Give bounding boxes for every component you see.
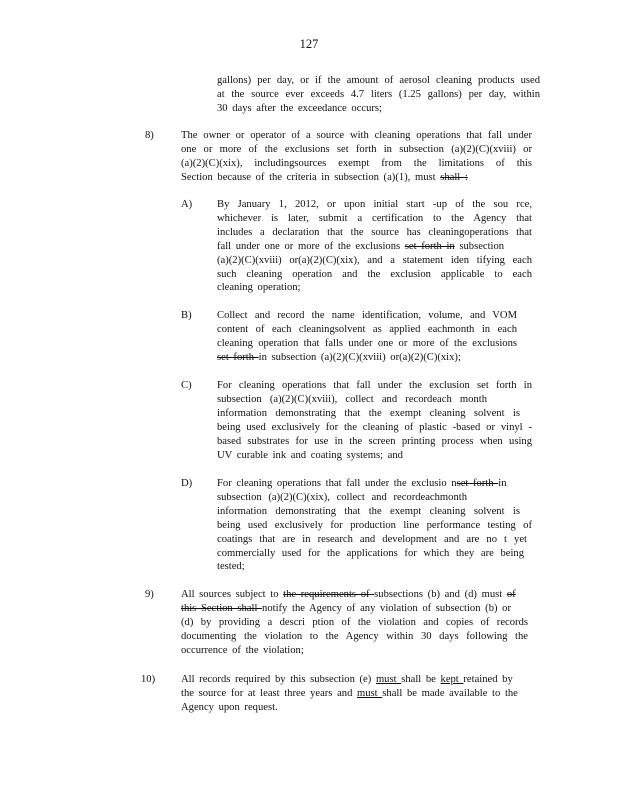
struck-text: the requirements of [283, 589, 375, 600]
underlined-text: kept [440, 674, 464, 685]
struck-text: of [506, 589, 516, 600]
paragraph-line: occurrence of the violation; [181, 644, 304, 656]
item-8-paragraph [181, 129, 532, 185]
line-text: fall under one or more of the exclusions [217, 240, 405, 252]
paragraph-line: includes a declaration that the source has cleaningoperations that [217, 226, 532, 238]
paragraph-line: being used exclusively for the cleaning of plastic -based or vinyl - [217, 421, 532, 433]
paragraph-line: such cleaning operation and the exclusion applicable to each [217, 268, 532, 280]
continuation-paragraph [217, 74, 540, 116]
paragraph-line: cleaning operation that falls under one or more of the exclusions [217, 337, 517, 349]
sub-item-letter: D) [181, 478, 193, 489]
sub-item-letter: B) [181, 310, 192, 321]
struck-text: set forth in [404, 240, 455, 252]
paragraph-line [181, 171, 532, 185]
underlined-text: must [375, 674, 402, 685]
struck-text: shall : [440, 171, 468, 183]
sub-item-d-paragraph [217, 477, 532, 574]
line-text: notify the Agency of any violation of subsection (b) or [262, 602, 511, 614]
sub-item-letter: C) [181, 380, 192, 391]
item-10-paragraph [181, 673, 528, 715]
sub-item-c-paragraph [217, 379, 532, 462]
line-text: subsection [454, 240, 505, 252]
paragraph-line: information demonstrating that the exempt cleaning solvent is [217, 407, 520, 419]
paragraph-line: based substrates for use in the screen printing process when using [217, 435, 532, 447]
item-number: 10) [141, 674, 156, 685]
paragraph-line: information demonstrating that the exempt cleaning solvent is [217, 505, 520, 517]
paragraph-line: By January 1, 2012, or upon initial start -up of the sou rce, [217, 199, 532, 210]
sub-item-letter: A) [181, 199, 193, 210]
line-text: in [498, 478, 507, 489]
paragraph-line: one or more of the exclusions set forth in subsection (a)(2)(C)(xviii) or [181, 143, 532, 155]
paragraph-line: (d) by providing a descri ption of the violation and copies of records [181, 616, 528, 628]
paragraph-line: cleaning operation; [217, 282, 301, 294]
paragraph-line: (a)(2)(C)(xix), includingsources exempt from the limitations of this [181, 157, 532, 169]
paragraph-line: 30 days after the exceedance occurs; [217, 102, 382, 114]
line-text: shall be [401, 674, 441, 685]
paragraph-line: coatings that are in research and development and are no t yet [217, 533, 527, 545]
page-number: 127 [299, 37, 319, 51]
paragraph-line: whichever is later, submit a certification to the Agency that [217, 212, 532, 224]
paragraph-line: content of each cleaningsolvent as applied eachmonth in each [217, 323, 517, 335]
struck-text: set forth [217, 351, 259, 363]
sub-item-b-paragraph [217, 309, 517, 365]
line-text: retained by [463, 674, 513, 685]
struck-text: set forth [456, 478, 499, 489]
line-text: All sources subject to [181, 589, 284, 600]
paragraph-line: subsection (a)(2)(C)(xix), collect and recordeachmonth [217, 491, 467, 503]
item-number: 9) [145, 589, 154, 600]
paragraph-line: (a)(2)(C)(xviii) or(a)(2)(C)(xix), and a statement iden tifying each [217, 254, 532, 266]
paragraph-line: at the source ever exceeds 4.7 liters (1.25 gallons) per day, within [217, 88, 540, 100]
paragraph-line: gallons) per day, or if the amount of aerosol cleaning products used [217, 75, 540, 86]
struck-text: this Section shall [181, 602, 263, 614]
line-text: in subsection (a)(2)(C)(xviii) or(a)(2)(C)(xix); [258, 351, 461, 363]
line-text: the source for at least three years and [181, 687, 358, 699]
paragraph-line: Agency upon request. [181, 701, 278, 713]
paragraph-line [181, 602, 528, 616]
paragraph-line [217, 477, 532, 491]
paragraph-line: commercially used for the applications for which they are being [217, 547, 524, 559]
paragraph-line [181, 687, 528, 701]
line-text: For cleaning operations that fall under the exclusio n [217, 478, 457, 489]
item-number: 8) [145, 130, 154, 141]
paragraph-line: Collect and record the name identification, volume, and VOM [217, 310, 517, 321]
paragraph-line: For cleaning operations that fall under the exclusion set forth in [217, 380, 532, 391]
item-9-paragraph [181, 588, 528, 658]
paragraph-line [217, 240, 532, 254]
line-text: subsections (b) and (d) must [374, 589, 507, 600]
line-text: All records required by this subsection (e) [181, 674, 376, 685]
paragraph-line: UV curable ink and coating systems; and [217, 449, 403, 461]
paragraph-line: subsection (a)(2)(C)(xviii), collect and recordeach month [217, 393, 487, 405]
paragraph-line [217, 351, 517, 365]
paragraph-line: being used exclusively for production line performance testing of [217, 519, 532, 531]
paragraph-line: tested; [217, 561, 245, 573]
sub-item-a-paragraph [217, 198, 532, 295]
line-text: shall be made available to the [382, 687, 518, 699]
paragraph-line [181, 588, 528, 602]
paragraph-line: The owner or operator of a source with cleaning operations that fall under [181, 130, 532, 141]
paragraph-line: documenting the violation to the Agency within 30 days following the [181, 630, 528, 642]
underlined-text: must [357, 687, 383, 699]
line-text: Section because of the criteria in subsection (a)(1), must [181, 171, 441, 183]
paragraph-line [181, 673, 528, 687]
